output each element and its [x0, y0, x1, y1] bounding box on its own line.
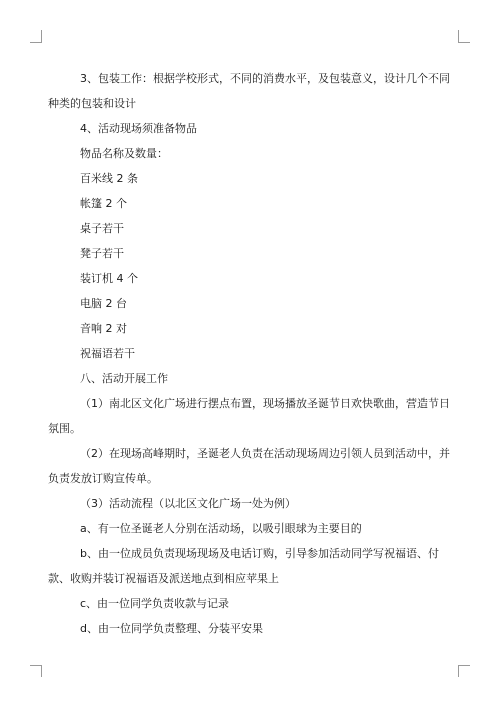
- list-item: 电脑 2 台: [80, 297, 127, 310]
- list-item: 祝福语若干: [80, 347, 135, 360]
- list-item: 凳子若干: [80, 247, 124, 260]
- paragraph-heading-supplies: 4、活动现场须准备物品: [80, 122, 197, 135]
- paragraph-packaging: 3、包装工作：根据学校形式，不同的消费水平，及包装意义，设计几个不同种类的包装和设计: [48, 72, 450, 110]
- paragraph-step-2: （2）在现场高峰期时，圣诞老人负责在活动现场周边引领人员到活动中，并负责发放订购宣传单。: [48, 447, 450, 485]
- document-body: [48, 66, 458, 641]
- paragraph-step-1: （1）南北区文化广场进行摆点布置，现场播放圣诞节日欢快歌曲，营造节日氛围。: [48, 397, 450, 435]
- paragraph-step-b: b、由一位成员负责现场现场及电话订购，引导参加活动同学写祝福语、付款、收购并装订祝福语及派送地点到相应苹果上: [48, 547, 439, 585]
- crop-mark-top-left-v: [41, 30, 42, 42]
- crop-mark-bottom-right-h: [458, 665, 470, 666]
- list-item: 装订机 4 个: [80, 272, 138, 285]
- crop-mark-top-left-h: [30, 42, 42, 43]
- paragraph-step-3: （3）活动流程（以北区文化广场一处为例）: [80, 497, 296, 510]
- paragraph-step-a: a、有一位圣诞老人分别在活动场，以吸引眼球为主要目的: [80, 522, 362, 535]
- paragraph-supplies-label: 物品名称及数量：: [80, 147, 168, 160]
- paragraph-step-c: c、由一位同学负责收款与记录: [80, 597, 230, 610]
- list-item: 音响 2 对: [80, 322, 127, 335]
- crop-mark-top-right-v: [458, 30, 459, 42]
- list-item: 桌子若干: [80, 222, 124, 235]
- crop-mark-bottom-left-v: [41, 665, 42, 677]
- list-item: 百米线 2 条: [80, 172, 138, 185]
- list-item: 帐篷 2 个: [80, 197, 127, 210]
- crop-mark-top-right-h: [458, 42, 470, 43]
- crop-mark-bottom-right-v: [458, 665, 459, 677]
- paragraph-step-d: d、由一位同学负责整理、分装平安果: [80, 622, 263, 635]
- section-heading: 八、活动开展工作: [80, 372, 168, 385]
